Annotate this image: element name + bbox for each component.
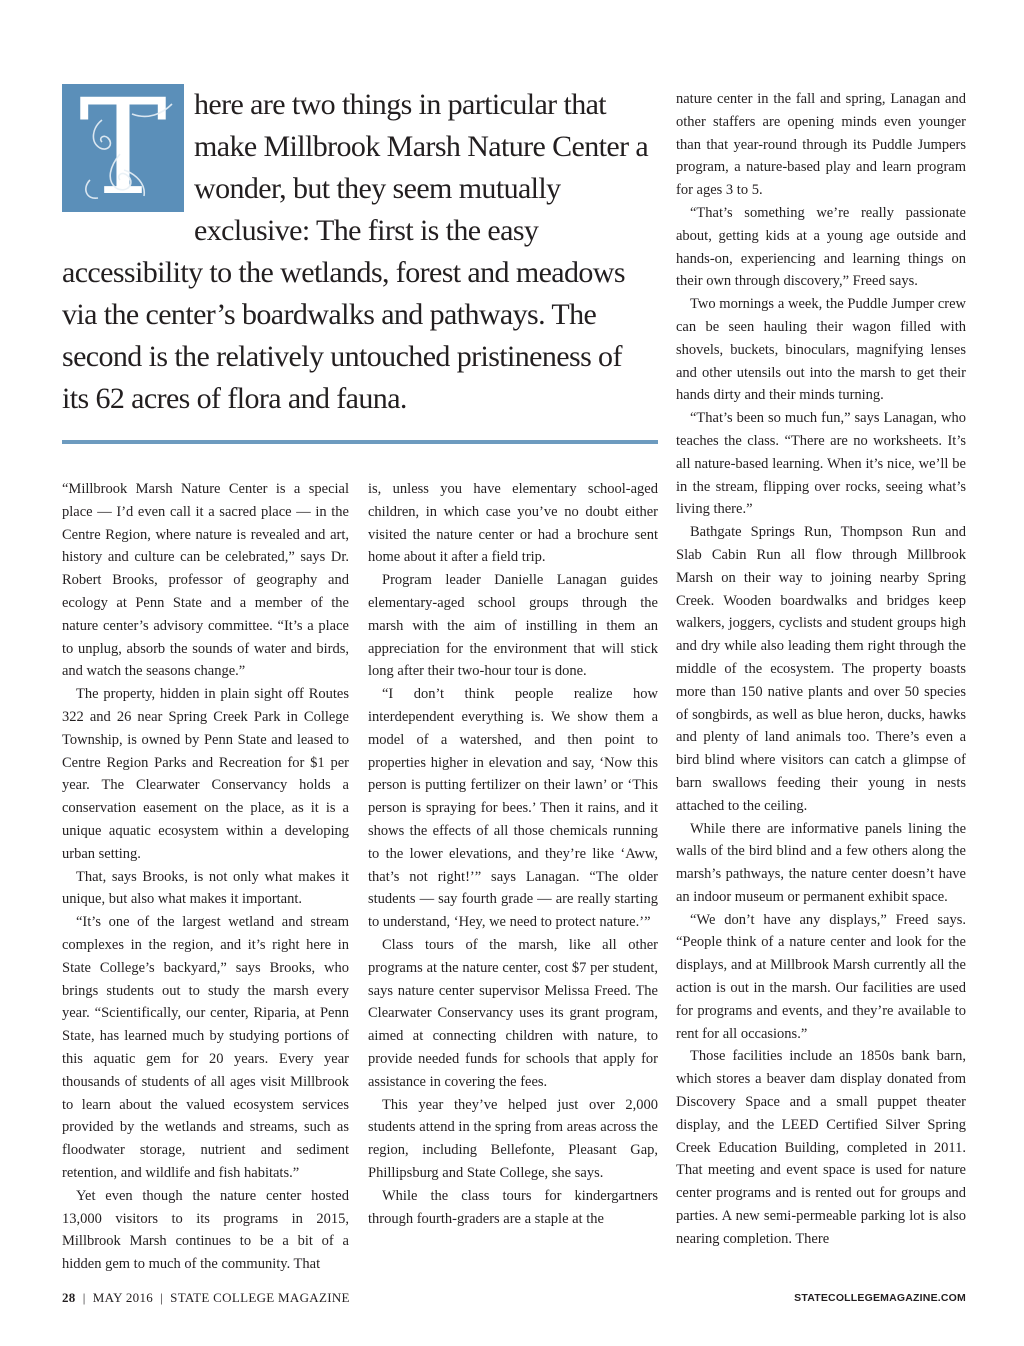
publication-name: STATE COLLEGE MAGAZINE: [170, 1290, 350, 1305]
paragraph: “That’s something we’re really passionate about, getting kids at a young age outside and hands-on, experiencing and learning things on their own through discovery,” Freed says.: [676, 204, 966, 290]
paragraph: “Millbrook Marsh Nature Center is a special place — I’d even call it a sacred place — in the Centre Region, where nature is revealed and art, history and culture can be celebrated,” says Dr. Robert Brooks, professor of geography and ecology at Penn State and a member of the nature center’s advisory committee. “It’s a place to unplug, absorb the sounds of water and birds, and watch the seasons change.”: [62, 481, 349, 680]
drop-cap: [62, 71, 184, 225]
paragraph: The property, hidden in plain sight off Routes 322 and 26 near Spring Creek Park in College Township, is owned by Penn State and leased to Centre Region Parks and Recreation for $1 per year. The Clearwater Conservancy holds a conservation easement on the place, as it is a unique aquatic ecosystem within a developing urban setting.: [62, 686, 349, 862]
paragraph: While the class tours for kindergartners through fourth-graders are a staple at the: [368, 1187, 658, 1227]
intro-text: here are two things in particular that make Millbrook Marsh Nature Center a wonder, but they seem mutually exclusive: The first is the easy accessibility to the wetlands, forest and meadows via the center’s boardwalks and pathways. The second is the relatively untouched pristineness of its 62 acres of flora and fauna.: [62, 88, 649, 415]
paragraph: Program leader Danielle Lanagan guides elementary-aged school groups through the marsh with the aim of instilling in them an appreciation for the environment that will stick long after their two-hour tour is done.: [368, 572, 658, 680]
article-column-1: [62, 478, 349, 1276]
issue-date: MAY 2016: [92, 1290, 154, 1305]
paragraph: Yet even though the nature center hosted 13,000 visitors to its programs in 2015, Millbrook Marsh continues to be a bit of a hidden gem to much of the community. That: [62, 1187, 349, 1273]
drop-cap-letter: T: [78, 71, 168, 225]
paragraph: “I don’t think people realize how interdependent everything is. We show them a model of a watershed, and then point to properties higher in elevation and say, ‘Now this person is putting fertilizer on their lawn’ or ‘This person is spraying for bees.’ Then it rains, and it shows the effects of all those chemicals running to the lower elevations, and they’re like ‘Aww, that’s not right!’” says Lanagan. “The older students — say fourth grade — are really starting to understand, ‘Hey, we need to protect nature.’”: [368, 686, 658, 931]
paragraph: “That’s been so much fun,” says Lanagan, who teaches the class. “There are no worksheets. It’s all nature-based learning. When it’s nice, we’ll be in the stream, flipping over rocks, seeing what’s living there.”: [676, 410, 966, 518]
decorative-swirl-icon: [62, 71, 184, 225]
paragraph: is, unless you have elementary school-aged children, in which case you’ve no doubt either visited the nature center or had a brochure sent home about it after a field trip.: [368, 481, 658, 566]
paragraph: While there are informative panels lining the walls of the bird blind and a few others along the marsh’s pathways, the nature center doesn’t have an indoor museum or permanent exhibit space.: [676, 820, 966, 905]
paragraph: “We don’t have any displays,” Freed says. “People think of a nature center and look for the displays, and at Millbrook Marsh currently all the action is out in the marsh. Our facilities are used for programs and events, and they’re available to rent for all occasions.”: [676, 911, 966, 1042]
paragraph: “It’s one of the largest wetland and stream complexes in the region, and it’s right here in State College’s backyard,” says Brooks, who brings students out to study the marsh every year. “Scientifically, our center, Riparia, at Penn State, has learned much by studying portions of this aquatic gem for 20 years. Every year thousands of students of all ages visit Millbrook to learn about the valued ecosystem services provided by the wetlands and streams, such as floodwater storage, nutrient and sediment retention, and wildlife and fish habitats.”: [62, 914, 349, 1181]
paragraph: This year they’ve helped just over 2,000 students attend in the spring from areas across the region, including Bellefonte, Pleasant Gap, Phillipsburg and State College, she says.: [368, 1096, 658, 1181]
footer-separator: |: [82, 1290, 86, 1305]
paragraph: Bathgate Springs Run, Thompson Run and Slab Cabin Run all flow through Millbrook Marsh on their way to joining nearby Spring Creek. Wooden boardwalks and bridges keep walkers, joggers, cyclists and student groups high and dry while also leading them right through the middle of the ecosystem. The property boasts more than 150 native plants and over 50 species of songbirds, as well as blue heron, ducks, hawks and plenty of land animals too. There’s even a bird blind where visitors can catch a glimpse of barn swallows feeding their young in nests attached to the ceiling.: [676, 524, 966, 814]
page-number: 28: [62, 1290, 76, 1305]
website-url: STATECOLLEGEMAGAZINE.COM: [794, 1292, 966, 1304]
paragraph: nature center in the fall and spring, Lanagan and other staffers are opening minds even younger than that year-round through its Puddle Jumpers program, a nature-based play and learn program for ages 3 to 5.: [676, 91, 966, 199]
article-column-3: [676, 88, 966, 1251]
paragraph: Two mornings a week, the Puddle Jumper crew can be seen hauling their wagon filled with shovels, buckets, binoculars, magnifying lenses and other utensils out into the marsh to get their hands dirty and their minds turning.: [676, 296, 966, 404]
paragraph: That, says Brooks, is not only what makes it unique, but also what makes it important.: [62, 868, 349, 908]
article-column-2: [368, 478, 658, 1230]
footer-separator: |: [160, 1290, 164, 1305]
section-divider: [62, 440, 658, 444]
intro-paragraph-block: [62, 71, 654, 420]
page-footer-left: [62, 1290, 350, 1306]
paragraph: Class tours of the marsh, like all other programs at the nature center, cost $7 per student, says nature center supervisor Melissa Freed. The Clearwater Conservancy uses its grant program, aimed at connecting children with nature, to provide needed funds for schools that apply for assistance in covering the fees.: [368, 936, 658, 1090]
paragraph: Those facilities include an 1850s bank barn, which stores a beaver dam display donated from Discovery Space and a small puppet theater display, and the LEED Certified Silver Spring Creek Education Building, completed in 2011. That meeting and event space is used for nature center programs and is rented out for groups and parties. A new semi-permeable parking lot is also nearing completion. There: [676, 1048, 966, 1247]
